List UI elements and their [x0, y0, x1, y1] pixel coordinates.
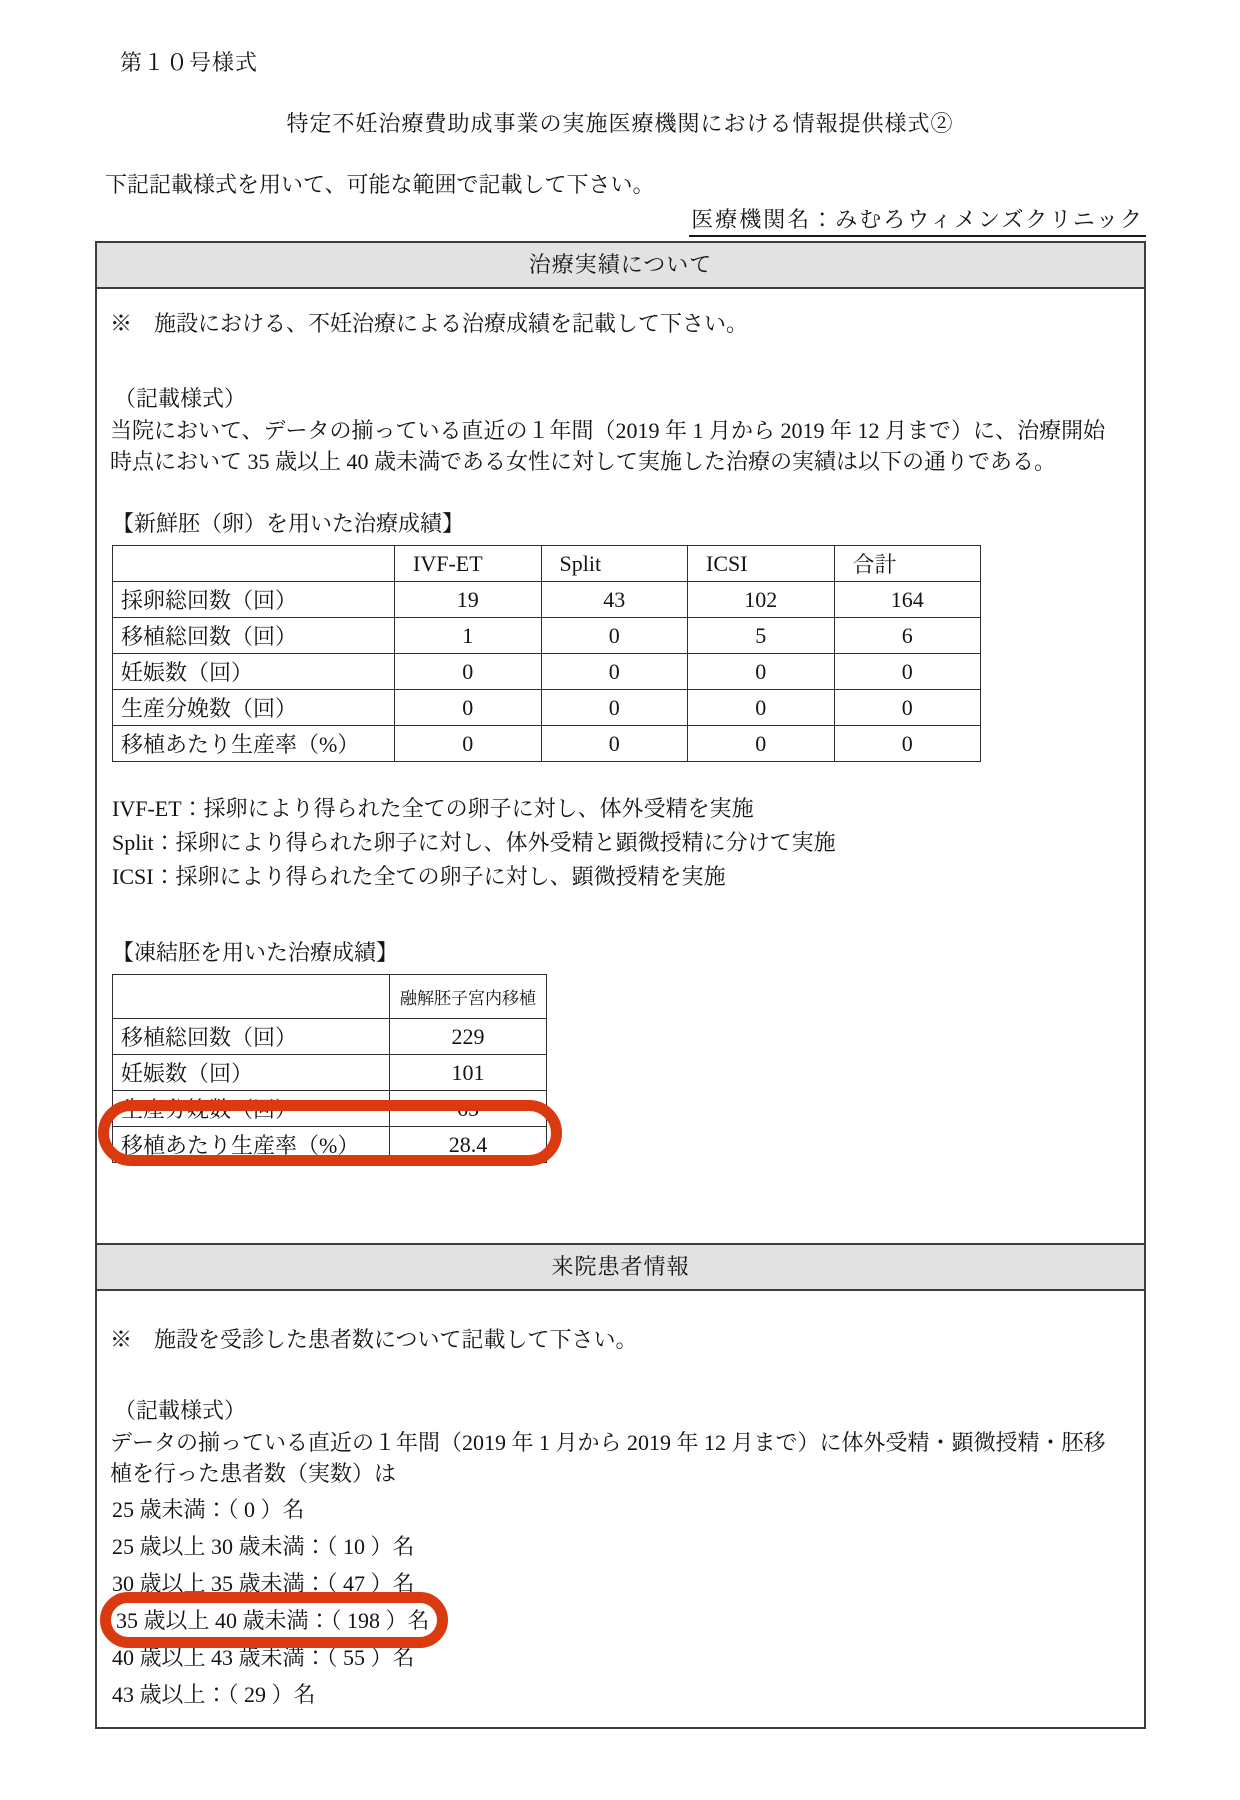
method-definitions	[112, 792, 1128, 894]
section1-header-bar: 治療実績について	[97, 243, 1144, 289]
age-count-line: 43 歳以上：（ 29 ）名	[112, 1682, 316, 1707]
row-label: 妊娠数（回）	[113, 1055, 390, 1091]
section2-header-bar: 来院患者情報	[97, 1243, 1144, 1291]
table-header-row	[113, 975, 547, 1019]
column-header-ivf-et: IVF-ET	[395, 546, 542, 582]
age-count-list	[110, 1491, 1128, 1713]
table-row	[113, 1055, 547, 1091]
cell-value: 164	[834, 582, 981, 618]
cell-value: 1	[395, 618, 542, 654]
page-title: 特定不妊治療費助成事業の実施医療機関における情報提供様式②	[286, 111, 954, 136]
section2-note: ※ 施設を受診した患者数について記載して下さい。	[110, 1327, 638, 1352]
table-row	[113, 618, 981, 654]
age-count-line: 25 歳以上 30 歳未満：（ 10 ）名	[112, 1534, 415, 1559]
row-label: 採卵総回数（回）	[113, 582, 395, 618]
row-label: 生産分娩数（回）	[113, 1091, 390, 1127]
section2-paragraph: データの揃っている直近の１年間（2019 年 1 月から 2019 年 12 月まで）に体外受精・顕微授精・胚移植を行った患者数（実数）は	[110, 1430, 1106, 1486]
definition-icsi: ICSI：採卵により得られた全ての卵子に対し、顕微授精を実施	[112, 864, 726, 889]
cell-value: 5	[688, 618, 835, 654]
cell-value: 19	[395, 582, 542, 618]
age-count-line: 25 歳未満：（ 0 ）名	[112, 1497, 305, 1522]
cell-value: 0	[541, 654, 688, 690]
column-header-split: Split	[541, 546, 688, 582]
row-label: 生産分娩数（回）	[113, 690, 395, 726]
cell-value: 0	[834, 726, 981, 762]
frozen-embryo-results-table	[112, 974, 547, 1163]
section1-format-label: （記載様式）	[114, 386, 247, 411]
fresh-embryo-results-table	[112, 545, 981, 762]
cell-value: 0	[834, 654, 981, 690]
table-row	[113, 1019, 547, 1055]
definition-split: Split：採卵により得られた卵子に対し、体外受精と顕微授精に分けて実施	[112, 830, 836, 855]
cell-value: 0	[688, 654, 835, 690]
cell-value: 101	[390, 1055, 547, 1091]
column-header-icsi: ICSI	[688, 546, 835, 582]
table-row	[113, 1091, 547, 1127]
column-header-total: 合計	[834, 546, 981, 582]
table-row	[113, 726, 981, 762]
table-row	[113, 654, 981, 690]
table-row	[113, 582, 981, 618]
cell-value: 0	[688, 726, 835, 762]
empty-header-cell	[113, 975, 390, 1019]
cell-value: 0	[395, 726, 542, 762]
frozen-embryo-table-title: 【凍結胚を用いた治療成績】	[112, 940, 399, 965]
row-label: 妊娠数（回）	[113, 654, 395, 690]
row-label: 移植総回数（回）	[113, 1019, 390, 1055]
cell-value: 0	[834, 690, 981, 726]
cell-value: 6	[834, 618, 981, 654]
cell-value: 0	[541, 690, 688, 726]
cell-value: 43	[541, 582, 688, 618]
section2-content	[97, 1291, 1144, 1727]
age-count-line: 40 歳以上 43 歳未満：（ 55 ）名	[112, 1645, 415, 1670]
column-header-thawed-transfer: 融解胚子宮内移植	[390, 975, 547, 1019]
row-label: 移植あたり生産率（%）	[113, 1127, 390, 1163]
age-count-line: 30 歳以上 35 歳未満：（ 47 ）名	[112, 1571, 415, 1596]
institution-row	[0, 203, 1146, 237]
table-row	[113, 690, 981, 726]
cell-value: 0	[541, 726, 688, 762]
document-page	[0, 46, 1240, 1800]
row-label: 移植総回数（回）	[113, 618, 395, 654]
section1-content	[97, 289, 1144, 1243]
cell-value: 0	[688, 690, 835, 726]
table-header-row	[113, 546, 981, 582]
cell-value: 0	[395, 690, 542, 726]
row-label: 移植あたり生産率（%）	[113, 726, 395, 762]
definition-ivf-et: IVF-ET：採卵により得られた全ての卵子に対し、体外受精を実施	[112, 796, 754, 821]
institution-name: 医療機関名：みむろウィメンズクリニック	[689, 203, 1146, 237]
cell-value: 65	[390, 1091, 547, 1127]
empty-header-cell	[113, 546, 395, 582]
frozen-table-wrapper	[112, 974, 547, 1163]
cell-value: 229	[390, 1019, 547, 1055]
fresh-embryo-table-title: 【新鮮胚（卵）を用いた治療成績】	[112, 511, 465, 536]
age-count-line-highlighted	[112, 1602, 1128, 1639]
form-number: 第１０号様式	[120, 50, 259, 75]
instruction-text: 下記記載様式を用いて、可能な範囲で記載して下さい。	[105, 172, 655, 197]
table-row	[113, 1127, 547, 1163]
section1-paragraph: 当院において、データの揃っている直近の１年間（2019 年 1 月から 2019 年 12 月まで）に、治療開始時点において 35 歳以上 40 歳未満である女性に対して実施した治療の実績は以下の通りである。	[110, 418, 1106, 474]
section2-format-label: （記載様式）	[114, 1398, 247, 1423]
age-count-text: 35 歳以上 40 歳未満：（ 198 ）名	[116, 1608, 430, 1633]
cell-value: 102	[688, 582, 835, 618]
cell-value: 0	[541, 618, 688, 654]
form-body	[95, 241, 1146, 1729]
cell-value: 0	[395, 654, 542, 690]
section1-note: ※ 施設における、不妊治療による治療成績を記載して下さい。	[110, 311, 749, 336]
cell-value: 28.4	[390, 1127, 547, 1163]
